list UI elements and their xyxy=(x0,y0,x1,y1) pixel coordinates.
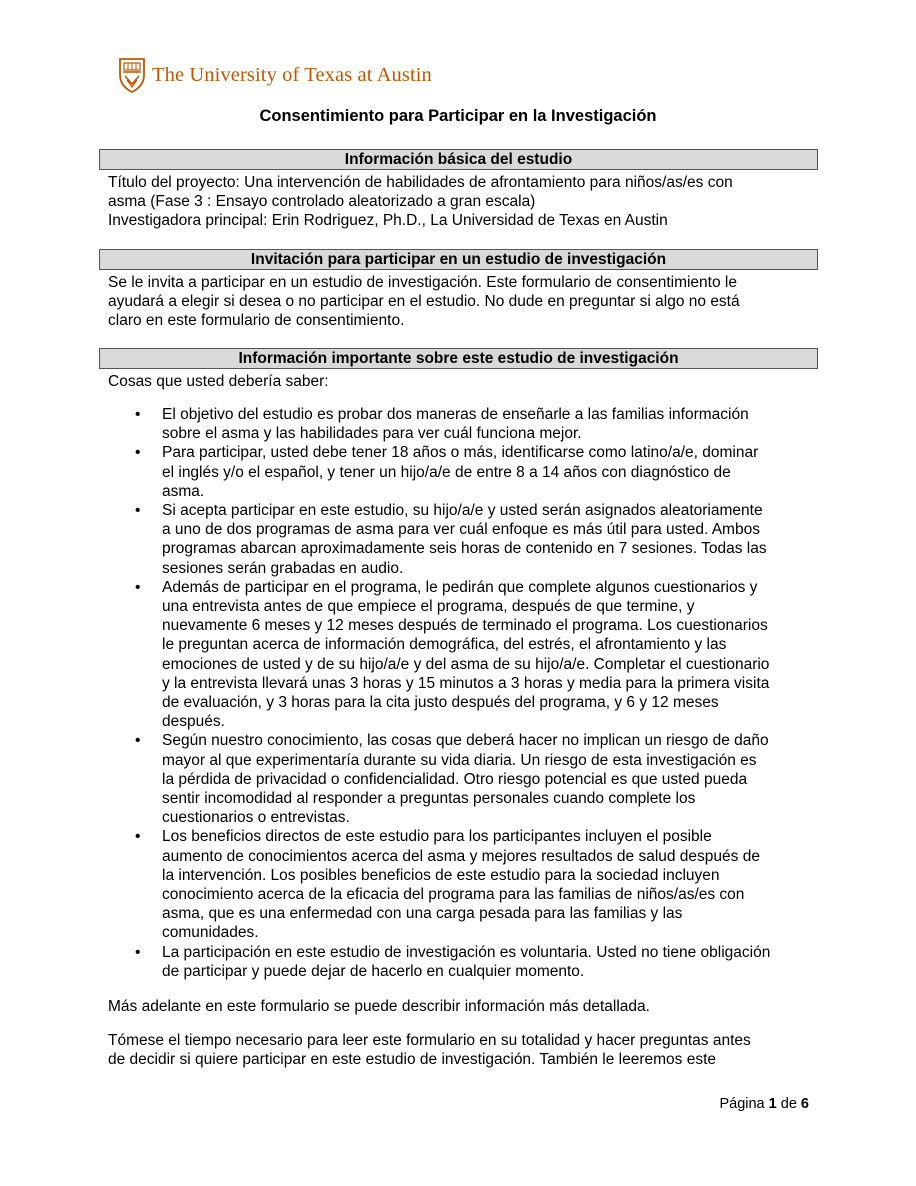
page-number xyxy=(719,1096,809,1112)
text-line: Además de participar en el programa, le pedirán que complete algunos cuestionarios y xyxy=(162,578,758,596)
logo-text: The University of Texas at Austin xyxy=(152,63,432,86)
section-header-basic-info: Información básica del estudio xyxy=(99,149,818,170)
section-header-invitation: Invitación para participar en un estudio de investigación xyxy=(99,249,818,270)
page-label: Página xyxy=(719,1096,765,1112)
text-line: de evaluación, y 3 horas para la cita justo después del programa, y 6 y 12 meses xyxy=(162,694,719,712)
bullet-list xyxy=(108,405,820,981)
text-line: Más adelante en este formulario se puede describir información más detallada. xyxy=(108,998,650,1015)
text-line: cuestionarios o entrevistas. xyxy=(162,809,350,827)
text-line: de participar y puede dejar de hacerlo en cualquier momento. xyxy=(162,962,585,980)
text-line: después. xyxy=(162,713,225,731)
list-item xyxy=(108,443,820,501)
bullet-icon: • xyxy=(135,732,141,750)
text-line: El objetivo del estudio es probar dos maneras de enseñarle a las familias información xyxy=(162,406,749,423)
current-page: 1 xyxy=(768,1096,777,1112)
text-line: ayudará a elegir si desea o no participar en el estudio. No dude en preguntar si algo no está xyxy=(108,293,740,311)
text-line: Título del proyecto: Una intervención de habilidades de afrontamiento para niños/as/es con xyxy=(108,174,733,191)
text-line: Si acepta participar en este estudio, su hijo/a/e y usted serán asignados aleatoriamente xyxy=(162,502,763,520)
list-item xyxy=(108,501,820,578)
text-line: asma. xyxy=(162,482,205,500)
text-line: Cosas que usted debería saber: xyxy=(108,373,329,390)
list-item xyxy=(108,943,820,981)
text-line: emociones de usted y de su hijo/a/e y del asma de su hijo/a/e. Completar el cuestionario xyxy=(162,655,770,673)
text-line: Según nuestro conocimiento, las cosas que deberá hacer no implican un riesgo de daño xyxy=(162,732,769,750)
text-line: mayor al que experimentaría durante su vida diaria. Un riesgo de esta investigación es xyxy=(162,751,757,769)
text-line: sentir incomodidad al responder a preguntas personales cuando complete los xyxy=(162,790,696,808)
list-item xyxy=(108,405,820,443)
text-line: de decidir si quiere participar en este estudio de investigación. También le leeremos este xyxy=(108,1051,717,1069)
text-line: Investigadora principal: Erin Rodriguez, Ph.D., La Universidad de Texas en Austin xyxy=(108,212,668,230)
text-line: aumento de conocimientos acerca del asma y mejores resultados de salud después de xyxy=(162,847,760,865)
list-item xyxy=(108,827,820,942)
text-line: conocimiento acerca de la eficacia del programa para las familias de niños/as/es con xyxy=(162,886,745,904)
bullet-icon: • xyxy=(135,444,141,462)
text-line: claro en este formulario de consentimiento. xyxy=(108,312,405,330)
bullet-icon: • xyxy=(135,578,141,596)
page-title: Consentimiento para Participar en la Investigación xyxy=(259,107,657,125)
section-body-invitation xyxy=(108,273,820,331)
of-label: de xyxy=(780,1096,797,1112)
section-body-basic-info xyxy=(108,173,820,231)
text-line: Tómese el tiempo necesario para leer este formulario en su totalidad y hacer preguntas antes xyxy=(108,1032,751,1049)
ut-shield-icon xyxy=(118,57,146,93)
text-line: le preguntan acerca de información demográfica, del estrés, el afrontamiento y las xyxy=(162,636,727,654)
total-pages: 6 xyxy=(800,1096,809,1112)
section-body-important-info xyxy=(108,372,820,391)
bullet-icon: • xyxy=(135,828,141,846)
text-line: sesiones serán grabadas en audio. xyxy=(162,559,404,577)
text-line: Los beneficios directos de este estudio para los participantes incluyen el posible xyxy=(162,828,712,846)
closing-paragraph-read xyxy=(108,1031,820,1069)
text-line: La participación en este estudio de investigación es voluntaria. Usted no tiene obligación xyxy=(162,943,771,961)
university-logo xyxy=(118,57,432,93)
list-item xyxy=(108,578,820,732)
closing-paragraph-details xyxy=(108,997,820,1016)
text-line: sobre el asma y las habilidades para ver cuál funciona mejor. xyxy=(162,425,582,443)
text-line: una entrevista antes de que empiece el programa, después de que termine, y xyxy=(162,598,695,616)
text-line: comunidades. xyxy=(162,924,259,942)
bullet-icon: • xyxy=(135,943,141,961)
text-line: nuevamente 6 meses y 12 meses después de terminado el programa. Los cuestionarios xyxy=(162,617,768,635)
text-line: y la entrevista llevará unas 3 horas y 15 minutos a 3 horas y media para la primera visita xyxy=(162,674,770,692)
text-line: asma (Fase 3 : Ensayo controlado aleatorizado a gran escala) xyxy=(108,193,536,211)
text-line: a uno de dos programas de asma para ver cuál enfoque es más útil para usted. Ambos xyxy=(162,521,760,539)
text-line: la intervención. Los posibles beneficios de este estudio para la sociedad incluyen xyxy=(162,866,720,884)
text-line: programas abarcan aproximadamente seis horas de contenido en 7 sesiones. Todas las xyxy=(162,540,767,558)
list-item xyxy=(108,731,820,827)
bullet-icon: • xyxy=(135,406,141,423)
text-line: Para participar, usted debe tener 18 años o más, identificarse como latino/a/e, dominar xyxy=(162,444,759,462)
section-header-important-info: Información importante sobre este estudio de investigación xyxy=(99,348,818,369)
text-line: la pérdida de privacidad o confidencialidad. Otro riesgo potencial es que usted pueda xyxy=(162,770,748,788)
text-line: el inglés y/o el español, y tener un hijo/a/e de entre 8 a 14 años con diagnóstico de xyxy=(162,463,731,481)
bullet-icon: • xyxy=(135,502,141,520)
text-line: Se le invita a participar en un estudio de investigación. Este formulario de consentimiento le xyxy=(108,274,737,291)
text-line: asma, que es una enfermedad con una carga pesada para las familias y las xyxy=(162,905,683,923)
